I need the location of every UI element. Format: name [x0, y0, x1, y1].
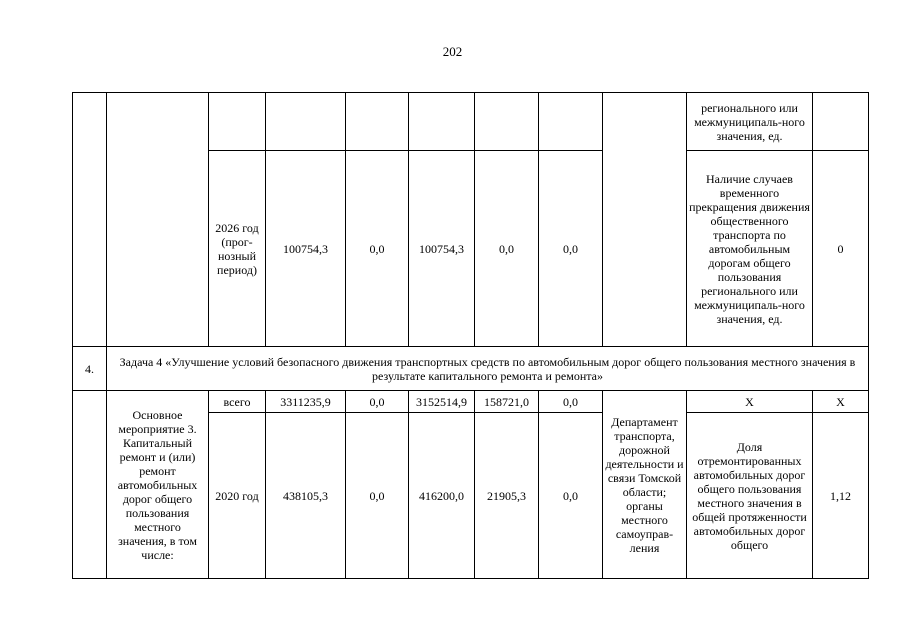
- total-cell: 3311235,9: [266, 391, 346, 413]
- local-cell: [475, 93, 539, 151]
- local-cell: 0,0: [475, 151, 539, 347]
- indicator-cell: Х: [687, 391, 813, 413]
- regional-cell: 100754,3: [409, 151, 475, 347]
- row-number-cell: [73, 391, 107, 579]
- other-cell: 0,0: [539, 151, 603, 347]
- indicator-value-cell: Х: [813, 391, 869, 413]
- indicator-value-cell: 0: [813, 151, 869, 347]
- indicator-value-cell: [813, 93, 869, 151]
- event-name-cell: [107, 93, 209, 347]
- row-number-cell: [73, 93, 107, 347]
- indicator-cell: Наличие случаев временного прекращения движения общественного транспорта по автомобильным дорогам общего пользования регионального или межмуниципаль-ного значения, ед.: [687, 151, 813, 347]
- page-number: 202: [442, 44, 463, 59]
- local-cell: 158721,0: [475, 391, 539, 413]
- federal-cell: 0,0: [346, 151, 409, 347]
- total-cell: 438105,3: [266, 413, 346, 579]
- federal-cell: 0,0: [346, 413, 409, 579]
- period-cell: 2020 год: [209, 413, 266, 579]
- federal-cell: [346, 93, 409, 151]
- other-cell: 0,0: [539, 391, 603, 413]
- indicator-value-cell: 1,12: [813, 413, 869, 579]
- total-cell: 100754,3: [266, 151, 346, 347]
- other-cell: [539, 93, 603, 151]
- task-row: [73, 347, 869, 391]
- executor-cell: Департамент транспорта, дорожной деятельности и связи Томской области; органы местного самоуправ-ления: [603, 391, 687, 579]
- task-text-cell: Задача 4 «Улучшение условий безопасного движения транспортных средств по автомобильным дорог общего пользования местного значения в результате капитального ремонта и ремонта»: [107, 347, 869, 391]
- task-number-cell: 4.: [73, 347, 107, 391]
- period-cell: 2026 год (прог-нозный период): [209, 151, 266, 347]
- table-row: [73, 391, 869, 413]
- regional-cell: 3152514,9: [409, 391, 475, 413]
- table-row: [73, 93, 869, 151]
- other-cell: 0,0: [539, 413, 603, 579]
- indicator-cell: Доля отремонтированных автомобильных дорог общего пользования местного значения в общей протяженности автомобильных дорог общего: [687, 413, 813, 579]
- program-table: [72, 92, 869, 579]
- indicator-cell: регионального или межмуниципаль-ного значения, ед.: [687, 93, 813, 151]
- regional-cell: 416200,0: [409, 413, 475, 579]
- total-cell: [266, 93, 346, 151]
- federal-cell: 0,0: [346, 391, 409, 413]
- event-name-cell: Основное мероприятие 3. Капитальный ремонт и (или) ремонт автомобильных дорог общего пользования местного значения, в том числе:: [107, 391, 209, 579]
- executor-cell: [603, 93, 687, 347]
- local-cell: 21905,3: [475, 413, 539, 579]
- regional-cell: [409, 93, 475, 151]
- period-cell: [209, 93, 266, 151]
- period-cell: всего: [209, 391, 266, 413]
